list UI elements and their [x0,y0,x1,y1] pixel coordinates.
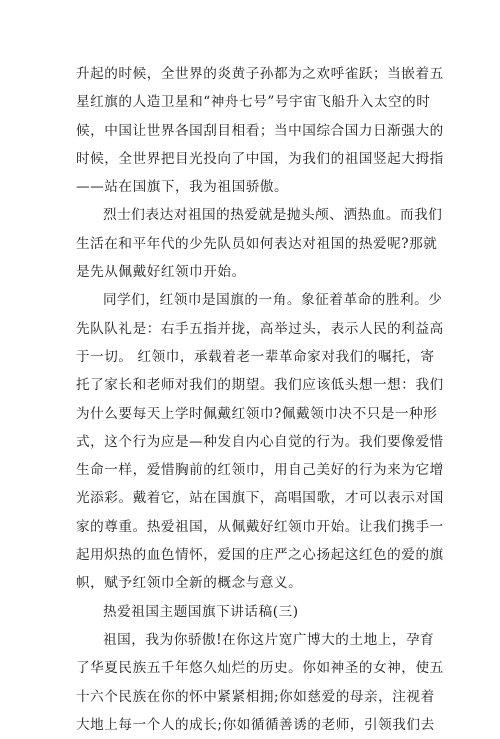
text-line: 是先从佩戴好红领巾开始。 [76,264,246,281]
text-line: 候，中国让世界各国刮目相看；当中国综合国力日渐强大的 [76,122,444,139]
text-line: 大地上每一个人的成长;你如循循善诱的老师，引领我们去 [76,716,435,733]
paragraph-start-line: 烈士们表达对祖国的热爱就是抛头颅、洒热血。而我们 [103,207,443,224]
text-line: 升起的时候，全世界的炎黄子孙都为之欢呼雀跃；当嵌着五 [76,66,444,82]
text-line: 于一切。 红领巾，承载着老一辈革命家对我们的嘱托，寄 [76,348,435,365]
text-line: ——站在国旗下，我为祖国骄傲。 [76,179,289,196]
text-line: 为什么要每天上学时佩戴红领巾?佩戴领巾决不只是一种形 [76,405,438,422]
text-line: 起用炽热的血色情怀，爱国的庄严之心扬起这红色的爱的旗 [76,547,444,564]
text-line: 式，这个行为应是—种发自内心自觉的行为。我们要像爱惜 [76,433,444,450]
text-line: 托了家长和老师对我们的期望。我们应该低头想一想：我们 [76,377,444,394]
text-line: 十六个民族在你的怀中紧紧相拥;你如慈爱的母亲，注视着 [76,688,435,705]
text-line: 星红旗的人造卫星和“神舟七号”号宇宙飞船升入太空的时 [76,94,431,111]
document-page [76,60,444,739]
section-heading: 热爱祖国主题国旗下讲话稿(三) [103,603,299,620]
text-line: 生命一样，爱惜胸前的红领巾，用自己美好的行为来为它增 [76,462,444,479]
paragraph-start-line: 同学们，红领巾是国旗的一角。象征着革命的胜利。少 [103,292,443,309]
text-line: 家的尊重。热爱祖国，从佩戴好红领巾开始。让我们携手一 [76,518,444,535]
text-line: 光添彩。戴着它，站在国旗下，高唱国歌，才可以表示对国 [76,490,444,507]
paragraph-start-line: 祖国，我为你骄傲!在你这片宽广博大的土地上，孕育 [103,631,435,648]
text-line: 生活在和平年代的少先队员如何表达对祖国的热爱呢?那就 [76,235,438,252]
text-line: 帜，赋予红领巾全新的概念与意义。 [76,575,303,592]
text-line: 了华夏民族五千年悠久灿烂的历史。你如神圣的女神，使五 [76,660,444,677]
text-line: 先队队礼是：右手五指并拢，高举过头，表示人民的利益高 [76,320,444,337]
text-line: 时候，全世界把目光投向了中国，为我们的祖国竖起大拇指 [76,150,444,167]
